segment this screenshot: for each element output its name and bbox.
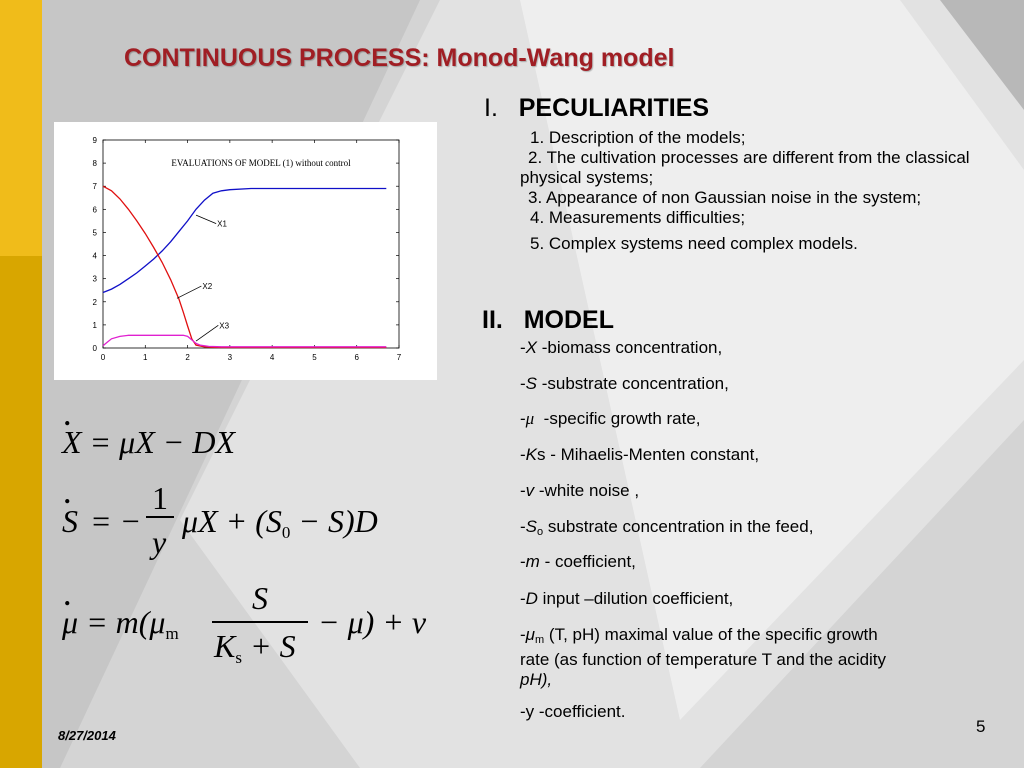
eq2-minus: = − <box>90 503 142 539</box>
eq2-num: 1 <box>152 480 168 516</box>
eq3-den-s: + S <box>241 628 296 664</box>
peculiarity-item: 5. Complex systems need complex models. <box>530 234 858 253</box>
def-x: -X -biomass concentration, <box>520 338 723 357</box>
def-mum-text2: rate (as function of temperature T and the acidity <box>520 650 887 669</box>
peculiarity-item: 3. Appearance of non Gaussian noise in the system; <box>528 188 922 207</box>
y-tick-label: 1 <box>92 320 97 330</box>
def-v: -v -white noise , <box>520 481 640 500</box>
def-mum-text1: (T, pH) maximal value of the specific growth <box>548 625 878 644</box>
x-tick-label: 3 <box>227 353 233 362</box>
model-chart <box>54 122 437 380</box>
y-tick-label: 7 <box>92 182 97 192</box>
eq1-rhs: = μX − DX <box>89 424 235 460</box>
section1-numeral: I. <box>484 94 498 122</box>
eq2-den: y <box>152 524 167 560</box>
equation-x <box>62 424 235 461</box>
chart-title: EVALUATIONS OF MODEL (1) without control <box>171 158 351 168</box>
peculiarity-item: 1. Description of the models; <box>530 128 746 147</box>
eq2-rhs-b: − S)D <box>290 503 378 539</box>
eq3-den-k: K <box>214 628 236 664</box>
y-tick-label: 9 <box>92 136 97 145</box>
def-v-text: -white noise , <box>534 481 640 500</box>
slide-date: 8/27/2014 <box>58 728 116 743</box>
def-ks-text: s - Mihaelis-Menten constant, <box>537 445 760 464</box>
def-mum-line1: -μm (T, pH) maximal value of the specific growth <box>520 625 878 646</box>
y-tick-label: 2 <box>92 297 97 307</box>
peculiarity-item: 2. The cultivation processes are different from the classical physical systems; <box>520 148 970 187</box>
section2-title: MODEL <box>523 306 614 334</box>
def-m-text: - coefficient, <box>539 552 636 571</box>
eq3-eq: = m(μ <box>86 604 166 640</box>
eq3-subm: m <box>165 624 179 643</box>
annotation-label: X1 <box>217 219 227 229</box>
section1-title: PECULIARITIES <box>518 94 710 122</box>
dot-mu: . <box>64 582 71 611</box>
def-mu-text: -specific growth rate, <box>538 409 701 428</box>
x-tick-label: 7 <box>396 353 402 362</box>
y-tick-label: 8 <box>92 159 97 169</box>
y-tick-label: 4 <box>92 251 97 261</box>
def-mum-text3: pH), <box>520 670 553 689</box>
eq3-num: S <box>252 580 268 616</box>
section2-numeral: II. <box>482 306 503 334</box>
def-mum-sub: m <box>535 634 545 646</box>
def-m: -m - coefficient, <box>520 552 636 571</box>
plot-area <box>103 140 399 348</box>
eq3-fraction-bar <box>212 621 308 623</box>
def-s-sym: S <box>525 374 538 393</box>
def-mu-sym: μ <box>525 409 535 428</box>
y-tick-label: 6 <box>92 205 97 215</box>
x-tick-label: 0 <box>100 353 106 362</box>
def-x-sym: X <box>525 338 538 357</box>
def-s-text: -substrate concentration, <box>537 374 729 393</box>
page-number: 5 <box>976 717 986 736</box>
def-mum <box>520 625 886 690</box>
def-s: -S -substrate concentration, <box>520 374 729 393</box>
peculiarity-item: 4. Measurements difficulties; <box>530 208 746 227</box>
x-tick-label: 4 <box>269 353 275 362</box>
section1-heading <box>484 94 709 123</box>
def-ks: -Ks - Mihaelis-Menten constant, <box>520 445 760 464</box>
eq3-lhs: μ <box>62 604 79 640</box>
chart-svg <box>54 122 437 380</box>
x-tick-label: 2 <box>185 353 190 362</box>
def-m-sym: m <box>525 552 540 571</box>
dot-x: . <box>64 402 71 431</box>
def-v-sym: v <box>525 481 535 500</box>
y-tick-label: 3 <box>92 274 97 284</box>
section2-heading <box>482 306 614 335</box>
peculiarities-list <box>520 128 1010 254</box>
def-mu: -μ -specific growth rate, <box>520 409 701 428</box>
def-d-text: input –dilution coefficient, <box>537 589 734 608</box>
slide-title: CONTINUOUS PROCESS: Monod-Wang model <box>124 44 675 72</box>
def-y: -y -coefficient. <box>520 702 626 721</box>
y-tick-label: 5 <box>92 228 97 238</box>
eq2-sub0: 0 <box>281 523 291 542</box>
def-ks-sym: K <box>525 445 538 464</box>
eq2-lhs: S <box>62 503 78 539</box>
annotation-label: X3 <box>219 321 230 331</box>
x-tick-label: 6 <box>354 353 359 362</box>
def-d: -D input –dilution coefficient, <box>520 589 734 608</box>
def-x-text: -biomass concentration, <box>537 338 723 357</box>
eq2-fraction-bar <box>146 516 174 518</box>
eq3-subs: s <box>235 648 242 667</box>
eq1-lhs: X <box>62 424 82 460</box>
def-s0-sym: S <box>525 517 538 536</box>
def-s0: -So substrate concentration in the feed, <box>520 517 814 538</box>
def-d-sym: D <box>525 589 538 608</box>
x-tick-label: 1 <box>143 353 148 362</box>
annotation-label: X2 <box>202 282 213 292</box>
y-tick-label: 0 <box>92 344 97 353</box>
eq3-rhs: − μ) + v <box>318 604 427 640</box>
eq2-rhs-a: μX + (S <box>182 503 282 539</box>
dot-s: . <box>64 480 71 509</box>
eq2-rhs <box>182 503 378 543</box>
x-tick-label: 5 <box>312 353 317 362</box>
eq3-left <box>62 604 179 644</box>
def-s0-text: substrate concentration in the feed, <box>543 517 814 536</box>
def-mum-sym: μ <box>525 625 535 644</box>
eq3-den <box>214 628 296 668</box>
def-s0-sub: o <box>537 526 544 538</box>
